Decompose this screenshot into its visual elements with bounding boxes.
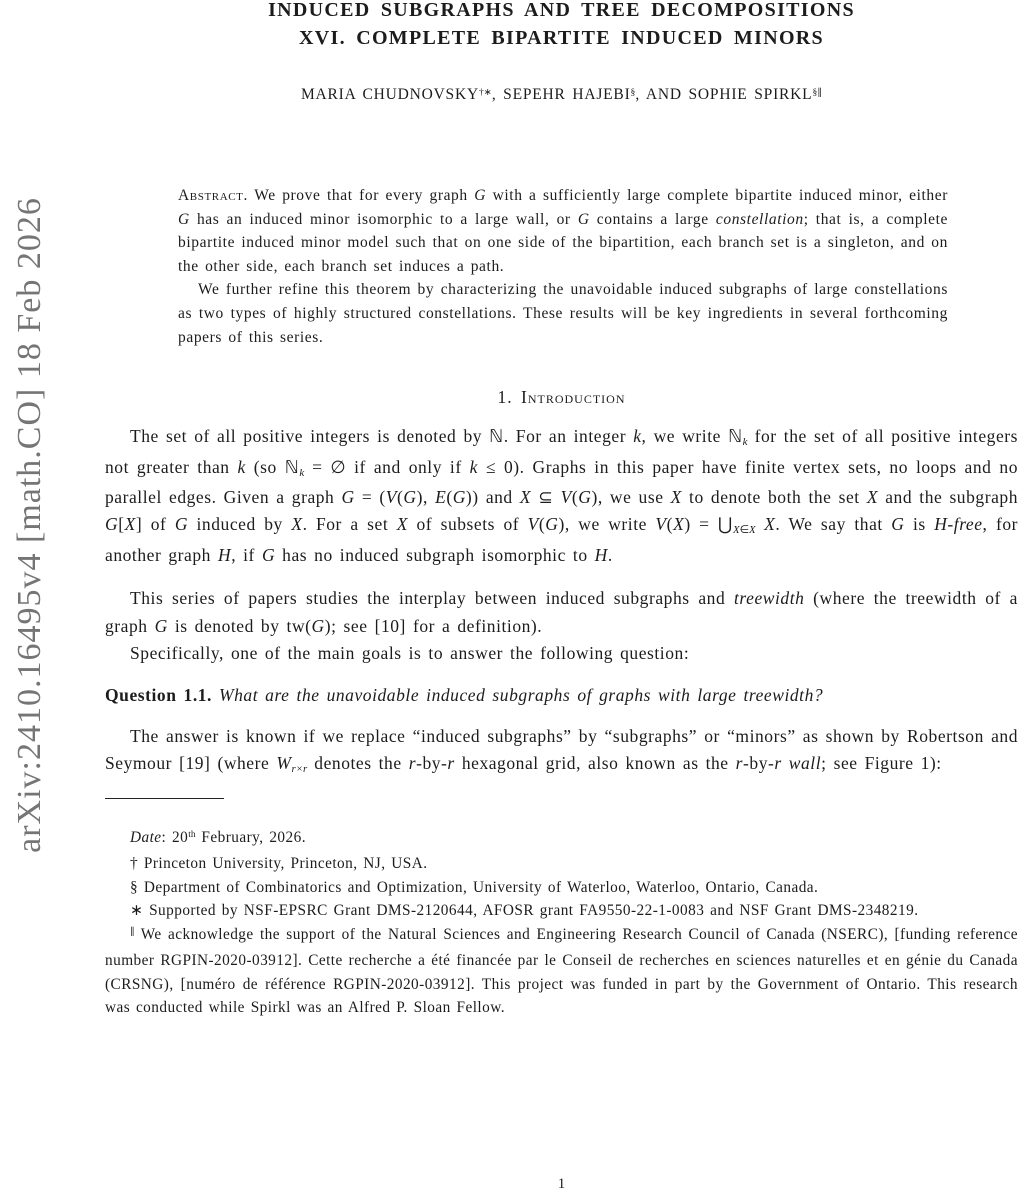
text-run: ); see [10] for a definition).	[324, 615, 543, 636]
text-run: ) = ⋃	[684, 514, 733, 535]
text-run: (	[538, 514, 546, 535]
text-run: contains a large	[589, 210, 716, 228]
text-run: ≤ 0). Graphs in this paper have finite vertex sets, no loops and no parallel edges. Given a graph	[105, 456, 1018, 507]
text-run: §	[630, 86, 636, 98]
text-run: X	[764, 514, 776, 535]
text-run: (	[666, 514, 674, 535]
text-run: is	[904, 514, 935, 535]
section-heading-introduction: 1. Introduction	[497, 387, 626, 408]
text-run: G	[105, 514, 119, 535]
text-run: , for another graph	[105, 514, 1018, 565]
text-run: X	[673, 514, 685, 535]
text-run: has no induced subgraph isomorphic to	[275, 544, 595, 565]
text-run: H	[934, 514, 948, 535]
text-run: : 20	[161, 828, 189, 846]
text-run: We prove that for every graph	[247, 187, 475, 204]
footnotes-block	[105, 826, 1018, 1020]
footnote-separator-rule	[105, 798, 224, 799]
text-run: § Department of Combinatorics and Optimization, University of Waterloo, Waterloo, Ontario, Canada.	[130, 878, 819, 896]
text-run: , SEPEHR HAJEBI	[491, 86, 631, 103]
text-run: H	[217, 544, 232, 565]
text-run: X	[519, 486, 532, 507]
text-run: r	[447, 753, 455, 774]
text-run	[756, 514, 764, 534]
text-run: is denoted by tw(	[167, 615, 312, 636]
text-run: X	[396, 514, 408, 535]
text-run: constellation	[715, 210, 804, 228]
text-run: r×r	[291, 763, 308, 776]
text-run: , we write ℕ	[641, 426, 743, 447]
abstract-paragraph-1	[178, 184, 948, 278]
text-run: This series of papers studies the interplay between induced subgraphs and	[130, 588, 734, 609]
text-run: G	[174, 514, 189, 535]
author-line	[105, 86, 1018, 104]
text-run: r	[735, 753, 744, 774]
text-run: V	[560, 486, 572, 507]
paper-title	[105, 0, 1018, 52]
text-column	[105, 0, 1018, 1020]
text-run: .	[607, 544, 613, 565]
text-run: . We say that	[775, 514, 892, 535]
text-run: ] of	[135, 514, 175, 535]
question-label: Question 1.1.	[105, 685, 212, 706]
text-run: and the subgraph	[878, 486, 1019, 507]
text-run: X	[670, 486, 682, 507]
text-run: for the set of all positive integers not greater than	[105, 426, 1019, 477]
text-run: X	[866, 486, 879, 507]
text-run: k	[237, 456, 246, 477]
abstract-paragraph-2	[178, 278, 948, 349]
question-1-1	[105, 682, 1018, 709]
page-number: 1	[557, 1176, 566, 1192]
text-run: -by-	[743, 753, 775, 774]
text-run: k	[742, 436, 748, 449]
paper-title-line1: INDUCED SUBGRAPHS AND TREE DECOMPOSITIONS	[268, 0, 855, 21]
text-run: E	[435, 486, 447, 507]
text-run: V	[527, 514, 539, 535]
text-run: X	[124, 514, 136, 535]
text-run: , AND SOPHIE SPIRKL	[635, 86, 813, 103]
text-run: † Princeton University, Princeton, NJ, USA.	[130, 855, 428, 873]
text-run: (	[446, 486, 453, 507]
text-run: X∈X	[732, 524, 756, 537]
text-run: to denote both the set	[681, 486, 867, 507]
question-text	[212, 685, 823, 705]
text-run: k	[469, 456, 478, 477]
text-run: -free	[947, 514, 983, 535]
text-run: G	[891, 514, 905, 535]
text-run: §∥	[812, 86, 823, 98]
intro-paragraph-3	[105, 640, 1018, 667]
text-run: G	[452, 486, 466, 507]
text-run: †∗	[478, 86, 492, 98]
text-run: G	[545, 514, 559, 535]
text-run: k	[299, 466, 305, 479]
footnote-support-nsf	[105, 899, 1018, 923]
text-run: denotes the	[307, 753, 409, 774]
footnote-date	[105, 826, 1018, 853]
text-run: We further refine this theorem by characterizing the unavoidable induced subgraphs of large constellations as two types of highly structured constellations. These results will be key ingredients in several forthcoming papers of this series.	[178, 281, 948, 346]
text-run: [	[118, 514, 125, 535]
text-run: What are the unavoidable induced subgraphs of graphs with large treewidth?	[211, 685, 824, 706]
text-run: = (	[354, 486, 386, 507]
text-run: W	[276, 753, 292, 774]
text-run: wall	[788, 753, 822, 774]
text-run: , if	[231, 544, 262, 565]
text-run: (so ℕ	[245, 456, 300, 477]
text-run: hexagonal grid, also known as the	[454, 753, 736, 774]
text-run: G	[577, 210, 590, 228]
text-run: H	[594, 544, 608, 565]
text-run: Date	[130, 828, 162, 846]
text-run: (	[397, 486, 404, 507]
text-run: Abstract.	[178, 187, 248, 204]
text-run: )) and	[465, 486, 520, 507]
text-run: ∥	[130, 927, 135, 938]
text-run: G	[154, 615, 168, 636]
text-run: -by-	[416, 753, 448, 774]
footnote-affiliation-waterloo	[105, 876, 1018, 900]
text-run: X	[291, 514, 303, 535]
text-run: r	[774, 753, 782, 774]
text-run: G	[178, 210, 190, 228]
text-run: = ∅ if and only if	[304, 456, 470, 477]
text-run: The set of all positive integers is denoted by ℕ. For an integer	[130, 426, 634, 447]
text-run: th	[188, 830, 196, 841]
text-run: G	[311, 615, 325, 636]
text-run: k	[633, 426, 642, 447]
intro-paragraph-4	[105, 723, 1018, 781]
text-run: G	[474, 187, 487, 204]
text-run: ; that is, a complete bipartite induced minor model such that on one side of the bipartition, each branch set is a singleton, and on the other side, each branch set induces a path.	[178, 210, 948, 275]
intro-paragraph-1	[105, 423, 1018, 569]
intro-paragraph-2	[105, 585, 1018, 640]
text-run: (	[571, 486, 579, 507]
text-run: The answer is known if we replace “induced subgraphs” by “subgraphs” or “minors” as shown by Robertson and Seymour [19] (where	[105, 725, 1018, 774]
abstract-block	[178, 184, 948, 349]
footnote-affiliation-princeton	[105, 852, 1018, 876]
text-run	[782, 753, 789, 773]
text-run: of subsets of	[407, 514, 528, 535]
text-run: We acknowledge the support of the Natural Sciences and Engineering Research Council of Canada (NSERC), [funding reference number RGPIN-2020-03912]. Cette recherche a été financée par le Conseil de recherches en sciences naturelles et en génie du Canada (CRSNG), [numéro de référence RGPIN-2020-03912]. This project was funded in part by the Government of Ontario. This research was conducted while Spirkl was an Alfred P. Sloan Fellow.	[105, 925, 1018, 1017]
paper-title-line2: XVI. COMPLETE BIPARTITE INDUCED MINORS	[299, 27, 824, 49]
text-run: Specifically, one of the main goals is to answer the following question:	[130, 643, 690, 663]
text-run: G	[403, 486, 417, 507]
text-run: induced by	[188, 514, 292, 535]
text-run: V	[655, 514, 667, 535]
text-run: ∗ Supported by NSF-EPSRC Grant DMS-2120644, AFOSR grant FA9550-22-1-0083 and NSF Grant DMS-2348219.	[130, 902, 919, 920]
text-run: r	[408, 753, 417, 774]
text-run: G	[578, 486, 592, 507]
text-run: ; see Figure 1):	[821, 753, 942, 774]
arxiv-stamp: arXiv:2410.16495v4 [math.CO] 18 Feb 2026	[11, 197, 48, 853]
text-run: . For a set	[302, 514, 397, 535]
text-run: ), we write	[558, 514, 656, 535]
text-run: has an induced minor isomorphic to a large wall, or	[189, 210, 578, 228]
text-run: with a sufficiently large complete bipartite induced minor, either	[486, 187, 949, 204]
text-run: MARIA CHUDNOVSKY	[300, 86, 479, 103]
text-run: G	[341, 486, 355, 507]
text-run: treewidth	[734, 588, 805, 609]
text-run: ),	[416, 486, 436, 507]
text-run: February, 2026.	[195, 828, 307, 846]
text-run: (where the treewidth of a graph	[105, 588, 1018, 636]
text-run: G	[261, 544, 276, 565]
text-run: ⊆	[531, 486, 561, 507]
text-run: ), we use	[591, 486, 671, 507]
footnote-support-nserc	[105, 923, 1018, 1020]
text-run: V	[385, 486, 398, 507]
